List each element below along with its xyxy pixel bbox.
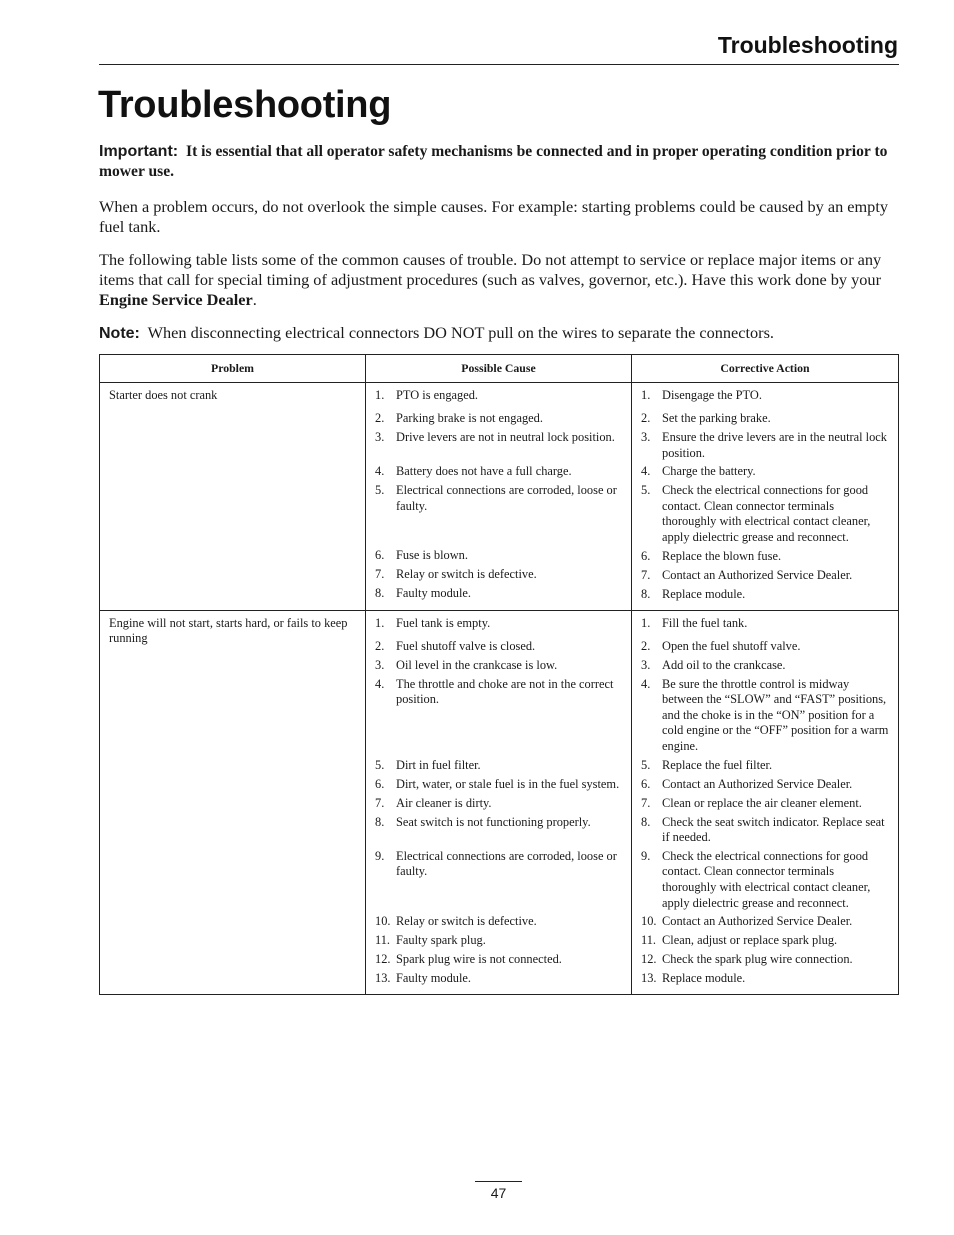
- action-list-item: [641, 914, 890, 930]
- list-number: 8.: [641, 586, 651, 601]
- header-rule: [99, 64, 899, 65]
- cause-text: Fuse is blown.: [396, 548, 468, 562]
- list-number: 13.: [641, 971, 657, 986]
- list-number: 2.: [375, 638, 385, 653]
- list-number: 4.: [641, 464, 651, 479]
- list-number: 7.: [375, 795, 385, 810]
- action-list-item: [641, 796, 890, 812]
- action-text: Check the electrical connections for good contact. Clean connector terminals thoroughly with electrical contact cleaner, apply dielectric grease and reconnect.: [662, 848, 871, 910]
- list-number: 7.: [641, 567, 651, 582]
- action-text: Be sure the throttle control is midway between the “SLOW” and “FAST” positions, and the choke is in the “ON” position for a cold engine or the “OFF” position for a warm engine.: [662, 676, 889, 753]
- list-number: 6.: [641, 776, 651, 791]
- action-text: Disengage the PTO.: [662, 388, 762, 402]
- action-text: Ensure the drive levers are in the neutral lock position.: [662, 430, 888, 460]
- action-text: Replace the blown fuse.: [662, 548, 782, 563]
- cause-list-item: [375, 933, 623, 949]
- list-number: 8.: [375, 586, 385, 600]
- list-number: 4.: [641, 676, 651, 691]
- possible-cause-cell: [366, 383, 632, 611]
- page-number: 47: [490, 1185, 507, 1201]
- cause-text: Spark plug wire is not connected.: [396, 951, 562, 966]
- list-number: 5.: [375, 757, 385, 772]
- list-number: 4.: [375, 464, 385, 478]
- action-list-item: [641, 677, 890, 755]
- running-header-title: Troubleshooting: [717, 32, 898, 58]
- troubleshooting-table: [99, 354, 899, 995]
- cause-text: PTO is engaged.: [396, 388, 479, 402]
- action-list-item: [641, 549, 890, 565]
- list-number: 4.: [375, 676, 385, 691]
- cause-list-item: [375, 464, 623, 480]
- cause-text: Faulty module.: [396, 970, 472, 985]
- header-corrective-action: Corrective Action: [632, 355, 899, 383]
- cause-list-item: [375, 639, 623, 655]
- action-text: Contact an Authorized Service Dealer.: [662, 914, 853, 929]
- action-text: Replace the fuel filter.: [662, 757, 773, 772]
- table-row: [100, 383, 899, 611]
- action-text: Charge the battery.: [662, 464, 756, 479]
- service-paragraph: [99, 250, 891, 310]
- action-text: Contact an Authorized Service Dealer.: [662, 776, 853, 791]
- cause-list-item: [375, 388, 623, 404]
- corrective-action-cell: [632, 383, 899, 611]
- cause-text: Battery does not have a full charge.: [396, 464, 572, 478]
- cause-list-item: [375, 616, 623, 632]
- list-number: 2.: [641, 411, 651, 425]
- cause-list-item: [375, 849, 623, 911]
- list-number: 11.: [641, 933, 657, 948]
- list-number: 3.: [375, 657, 385, 672]
- action-list-item: [641, 616, 890, 632]
- service-paragraph-end: .: [252, 290, 257, 309]
- cause-list-item: [375, 952, 623, 968]
- important-notice: [99, 142, 891, 182]
- list-number: 3.: [641, 657, 651, 672]
- list-number: 12.: [641, 952, 657, 967]
- header-possible-cause: Possible Cause: [366, 355, 632, 383]
- list-number: 6.: [375, 776, 385, 791]
- possible-cause-cell: [366, 610, 632, 995]
- cause-list-item: [375, 677, 623, 755]
- cause-list-item: [375, 430, 623, 461]
- cause-list-item: [375, 548, 623, 564]
- action-list-item: [641, 464, 890, 480]
- action-list-item: [641, 388, 890, 404]
- cause-text: Seat switch is not functioning properly.: [396, 814, 591, 829]
- list-number: 5.: [641, 483, 651, 498]
- action-list-item: [641, 815, 890, 846]
- table-row: [100, 610, 899, 995]
- list-number: 1.: [375, 388, 385, 402]
- action-list-item: [641, 639, 890, 655]
- cause-text: Relay or switch is defective.: [396, 913, 537, 928]
- cause-list-item: [375, 914, 623, 930]
- list-number: 5.: [375, 483, 385, 497]
- cause-text: Parking brake is not engaged.: [396, 411, 543, 425]
- action-text: Replace module.: [662, 586, 746, 601]
- action-list-item: [641, 658, 890, 674]
- action-text: Check the seat switch indicator. Replace seat if needed.: [662, 814, 885, 845]
- action-list-item: [641, 933, 890, 949]
- list-number: 13.: [375, 970, 391, 985]
- cause-list-item: [375, 483, 623, 545]
- cause-text: Dirt, water, or stale fuel is in the fuel system.: [396, 776, 620, 791]
- problem-text: Engine will not start, starts hard, or fails to keep running: [109, 615, 348, 646]
- cause-text: Oil level in the crankcase is low.: [396, 657, 558, 672]
- list-number: 1.: [641, 615, 651, 630]
- action-list-item: [641, 568, 890, 584]
- engine-service-dealer: Engine Service Dealer: [99, 290, 253, 309]
- corrective-action-cell: [632, 610, 899, 995]
- cause-text: The throttle and choke are not in the correct position.: [396, 676, 614, 707]
- cause-list-item: [375, 658, 623, 674]
- action-text: Clean, adjust or replace spark plug.: [662, 933, 838, 948]
- list-number: 9.: [641, 848, 651, 863]
- list-number: 8.: [641, 814, 651, 829]
- cause-text: Dirt in fuel filter.: [396, 757, 481, 772]
- cause-text: Electrical connections are corroded, loose or faulty.: [396, 483, 617, 513]
- cause-list-item: [375, 411, 623, 427]
- cause-list-item: [375, 815, 623, 846]
- list-number: 3.: [641, 430, 651, 444]
- cause-text: Fuel shutoff valve is closed.: [396, 638, 536, 653]
- list-number: 8.: [375, 814, 385, 829]
- cause-list-item: [375, 758, 623, 774]
- action-text: Open the fuel shutoff valve.: [662, 638, 801, 653]
- list-number: 9.: [375, 848, 385, 863]
- list-number: 1.: [641, 388, 651, 402]
- cause-text: Faulty spark plug.: [396, 932, 486, 947]
- cause-list-item: [375, 796, 623, 812]
- action-list-item: [641, 952, 890, 968]
- table-body: [100, 383, 899, 995]
- action-list-item: [641, 971, 890, 987]
- note-label: Note:: [99, 325, 140, 342]
- cause-text: Relay or switch is defective.: [396, 567, 537, 581]
- note-paragraph: [99, 323, 891, 344]
- action-list-item: [641, 411, 890, 427]
- action-list-item: [641, 430, 890, 461]
- list-number: 2.: [375, 411, 385, 425]
- action-text: Add oil to the crankcase.: [662, 657, 786, 672]
- important-text: It is essential that all operator safety mechanisms be connected and in proper operating condition prior to mower use.: [99, 143, 888, 180]
- footer-rule: [475, 1181, 522, 1182]
- list-number: 10.: [375, 913, 391, 928]
- action-list-item: [641, 587, 890, 603]
- cause-list-item: [375, 971, 623, 987]
- problem-cell: [100, 610, 366, 995]
- action-list-item: [641, 777, 890, 793]
- list-number: 3.: [375, 430, 385, 444]
- cause-list-item: [375, 777, 623, 793]
- action-text: Check the electrical connections for good contact. Clean connector terminals thoroughly with electrical contact cleaner, apply dielectric grease and reconnect.: [662, 483, 871, 544]
- cause-text: Drive levers are not in neutral lock position.: [396, 430, 615, 444]
- cause-text: Faulty module.: [396, 586, 472, 600]
- list-number: 10.: [641, 914, 657, 929]
- intro-paragraph: When a problem occurs, do not overlook the simple causes. For example: starting problems could be caused by an empty fuel tank.: [99, 197, 888, 236]
- cause-text: Electrical connections are corroded, loose or faulty.: [396, 848, 617, 879]
- cause-text: Fuel tank is empty.: [396, 615, 491, 630]
- list-number: 12.: [375, 951, 391, 966]
- list-number: 1.: [375, 615, 385, 630]
- list-number: 5.: [641, 757, 651, 772]
- list-number: 7.: [375, 567, 385, 581]
- list-number: 6.: [641, 548, 651, 563]
- cause-text: Air cleaner is dirty.: [396, 795, 492, 810]
- list-number: 6.: [375, 548, 385, 562]
- note-text: When disconnecting electrical connectors DO NOT pull on the wires to separate the connectors.: [147, 323, 774, 342]
- action-text: Check the spark plug wire connection.: [662, 952, 853, 967]
- important-label: Important:: [99, 143, 179, 160]
- action-list-item: [641, 849, 890, 911]
- cause-list-item: [375, 567, 623, 583]
- header-problem: Problem: [100, 355, 366, 383]
- problem-text: Starter does not crank: [109, 388, 218, 402]
- table-header-row: [100, 355, 899, 383]
- action-text: Contact an Authorized Service Dealer.: [662, 567, 853, 582]
- list-number: 7.: [641, 795, 651, 810]
- action-text: Replace module.: [662, 971, 746, 986]
- action-text: Set the parking brake.: [662, 411, 771, 425]
- page-title: Troubleshooting: [98, 84, 392, 126]
- problem-cell: [100, 383, 366, 611]
- cause-list-item: [375, 586, 623, 602]
- service-paragraph-text: The following table lists some of the common causes of trouble. Do not attempt to service or replace major items or any items that call for special timing of adjustment procedures (such as valves, governor, etc.). Have this work done by your: [99, 250, 882, 289]
- action-text: Fill the fuel tank.: [662, 615, 748, 630]
- action-list-item: [641, 483, 890, 545]
- list-number: 2.: [641, 638, 651, 653]
- action-text: Clean or replace the air cleaner element.: [662, 795, 862, 810]
- action-list-item: [641, 758, 890, 774]
- list-number: 11.: [375, 932, 391, 947]
